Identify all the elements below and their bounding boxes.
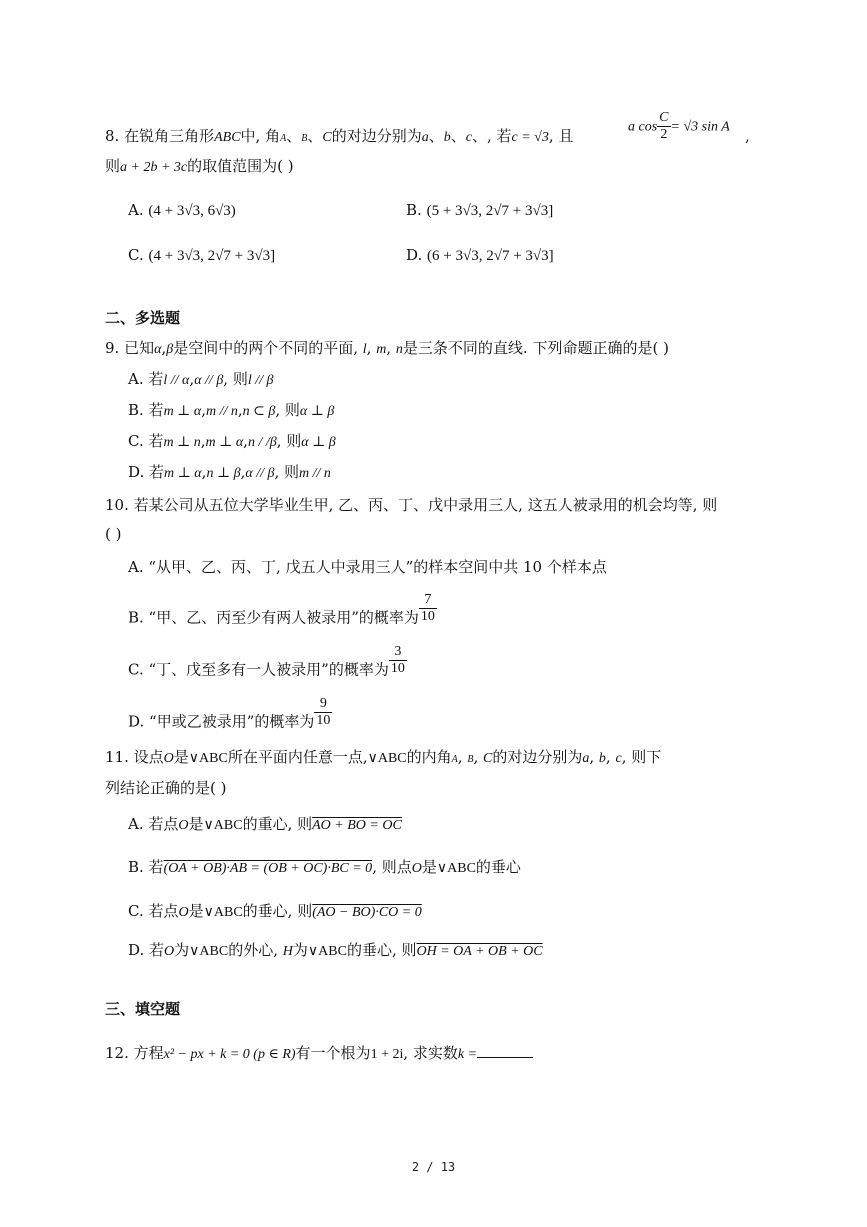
section-heading-fill-in: 三、填空题 [105, 1000, 181, 1018]
q9-text: 是空间中的两个不同的平面, [173, 339, 358, 357]
q8-text: 8. 在锐角三角形 [105, 127, 215, 145]
math-a: a [421, 130, 429, 145]
frac-num: 7 [419, 592, 437, 609]
sep: , 则 [223, 370, 248, 388]
math-vector-equation: OH = OA + OB + OC [416, 944, 543, 959]
option-label: A. 若 [128, 370, 164, 388]
sep: 、 [286, 127, 302, 145]
math: α // β [194, 373, 224, 388]
math-abc: ABC [214, 130, 241, 145]
option-text: B. 若 [128, 858, 164, 876]
option-value: (5 + 3√3, 2√7 + 3√3] [426, 203, 554, 219]
math: m ⊥ n [163, 435, 201, 450]
frac-den: 10 [420, 609, 435, 624]
option-label: A. [128, 201, 144, 219]
math-vector-equation: AO + BO = OC [312, 818, 402, 833]
sep: , [605, 748, 611, 766]
math: m ⊥ α [164, 466, 202, 481]
math: n ⊥ β [206, 466, 241, 481]
math-l: l [362, 342, 367, 357]
sep: , [161, 339, 167, 357]
q11-option-b[interactable] [128, 857, 521, 879]
q11-option-a[interactable] [128, 814, 402, 836]
option-text: 的垂心, 则 [346, 941, 417, 959]
math: α // β [245, 466, 275, 481]
math-expr: a + 2b + 3c [120, 160, 188, 175]
sep: , [200, 432, 206, 450]
frac-den: 10 [316, 713, 331, 728]
option-label: C. [128, 246, 144, 264]
math-triangle: ∨ABC [436, 861, 476, 876]
sep: , [201, 401, 206, 419]
math: α ⊥ β [301, 435, 336, 450]
math-triangle: ∨ABC [188, 751, 228, 766]
q8-text: 、, 若 [471, 127, 512, 145]
option-value: (6 + 3√3, 2√7 + 3√3] [427, 248, 554, 264]
sep: , [237, 401, 243, 419]
frac-num: 9 [314, 696, 332, 713]
math-A: A [280, 133, 287, 144]
q11-option-d[interactable] [128, 940, 543, 962]
frac-den: 2 [660, 127, 668, 142]
option-value: (4 + 3√3, 2√7 + 3√3] [148, 248, 276, 264]
math-C: C [322, 130, 332, 145]
frac-num: 3 [389, 644, 407, 661]
q12-text: 12. 方程 [105, 1044, 164, 1062]
q10-stem-paren: ( ) [105, 525, 122, 543]
option-text: 的垂心 [475, 858, 521, 876]
sep: , [386, 339, 392, 357]
math-m: m [376, 342, 387, 357]
math: n ⊂ β [242, 404, 276, 419]
math: m // n [299, 466, 331, 481]
math-triangle: ∨ABC [203, 905, 243, 920]
option-text: 是 [421, 858, 437, 876]
q8-text: 中, 角 [240, 127, 281, 145]
math-equation: x² − px + k = 0 (p ∈ R) [163, 1047, 296, 1062]
math: l // β [247, 373, 274, 388]
q9-option-d[interactable] [128, 462, 331, 484]
math-O: O [178, 818, 189, 833]
sep: 、 [307, 127, 323, 145]
math-O: O [163, 751, 174, 766]
fraction [389, 644, 407, 677]
sep: 、 [428, 127, 444, 145]
fraction [419, 592, 437, 625]
option-label: C. 若 [128, 432, 164, 450]
q9-option-a[interactable] [128, 369, 274, 391]
math-C: C [483, 751, 493, 766]
math: m ⊥ α [163, 404, 202, 419]
q8-option-b[interactable] [406, 200, 553, 221]
fraction-c-over-2 [657, 110, 670, 143]
math-sin: = √3 sin A [670, 119, 730, 135]
q11-text: , 则下 [621, 748, 662, 766]
q12-stem [105, 1043, 533, 1065]
sep: , [473, 748, 479, 766]
option-text: 是 [188, 902, 204, 920]
q10-option-b[interactable] [128, 592, 437, 627]
sep: , [243, 432, 248, 450]
math-a: a [582, 751, 590, 766]
math: n / /β [247, 435, 277, 450]
option-text: D. 若 [128, 941, 165, 959]
math-B: B [301, 133, 308, 144]
q9-option-b[interactable] [128, 400, 334, 422]
math-root: 1 + 2i [370, 1047, 404, 1062]
sep: 、 [450, 127, 466, 145]
section-heading-multiple-choice: 二、多选题 [105, 309, 181, 327]
option-label: B. [406, 201, 422, 219]
q11-text: 11. 设点 [105, 748, 164, 766]
sep: , 则 [275, 401, 300, 419]
q10-option-c[interactable] [128, 644, 407, 679]
option-text: A. 若点 [128, 815, 179, 833]
q9-stem [105, 338, 669, 360]
q12-text: , 求实数 [403, 1044, 458, 1062]
math-cos: a cos [628, 119, 658, 135]
page-number: 2 / 13 [411, 1160, 456, 1174]
fraction [314, 696, 332, 729]
q11-stem-line1 [105, 747, 661, 770]
option-text: C. “丁、戊至多有一人被录用”的概率为 [128, 660, 389, 679]
q11-text: 是 [173, 748, 189, 766]
q8-text: 的对边分别为 [331, 127, 422, 145]
q8-option-c[interactable] [128, 245, 275, 266]
math-B: B [467, 754, 474, 765]
math-condition-1: c = √3 [511, 130, 549, 145]
q8-comma: , [745, 127, 750, 145]
math-triangle: ∨ABC [307, 944, 347, 959]
math-k: k = [457, 1047, 478, 1062]
math: α ⊥ β [299, 404, 335, 419]
sep: , [201, 463, 207, 481]
q8-text: 则 [105, 157, 121, 175]
answer-blank[interactable] [477, 1043, 533, 1058]
q9-text: 是三条不同的直线. 下列命题正确的是( ) [402, 339, 669, 357]
q8-option-d[interactable] [406, 245, 554, 266]
math-n: n [395, 342, 403, 357]
math-c: c [465, 130, 472, 145]
frac-num: C [659, 110, 669, 125]
option-text: C. 若点 [128, 902, 179, 920]
q8-stem-line2 [105, 156, 294, 178]
q10-stem: 10. 若某公司从五位大学毕业生甲, 乙、丙、丁、戊中录用三人, 这五人被录用的机会均等, 则 [105, 496, 718, 514]
math-O: O [411, 861, 422, 876]
q11-text: 的内角 [406, 748, 452, 766]
q12-text: 有一个根为 [295, 1044, 371, 1062]
option-text: , 则点 [372, 858, 412, 876]
q11-option-c[interactable] [128, 901, 422, 923]
sep: , [189, 370, 195, 388]
sep: , [240, 463, 246, 481]
sep: , [366, 339, 372, 357]
q11-stem-line2: 列结论正确的是( ) [105, 779, 227, 797]
math-triangle: ∨ABC [367, 751, 407, 766]
option-text: 是 [188, 815, 204, 833]
q9-option-c[interactable] [128, 431, 336, 453]
math-vector-equation: (OA + OB)·AB = (OB + OC)·BC = 0 [163, 861, 373, 876]
math-O: O [178, 905, 189, 920]
q8-condition-2 [628, 110, 730, 143]
math-vector-equation: (AO − BO)·CO = 0 [312, 905, 422, 920]
frac-den: 10 [390, 661, 405, 676]
option-text: D. “甲或乙被录用”的概率为 [128, 712, 315, 731]
math-triangle: ∨ABC [203, 818, 243, 833]
option-text: B. “甲、乙、丙至少有两人被录用”的概率为 [128, 608, 419, 627]
q10-option-a[interactable]: A. “从甲、乙、丙、丁, 戊五人中录用三人”的样本空间中共 10 个样本点 [128, 558, 607, 576]
math: m // n [205, 404, 238, 419]
q8-text: , 且 [548, 127, 574, 145]
q8-option-a[interactable] [128, 200, 236, 221]
option-text: 的垂心, 则 [242, 902, 313, 920]
sep: , [589, 748, 595, 766]
math-triangle: ∨ABC [189, 944, 229, 959]
option-text: 的重心, 则 [242, 815, 313, 833]
option-label: D. [406, 246, 423, 264]
math-A: A [451, 754, 458, 765]
math: m ⊥ α [205, 435, 244, 450]
q9-text: 9. 已知 [105, 339, 155, 357]
sep: , [457, 748, 463, 766]
q8-text: 的取值范围为( ) [187, 157, 294, 175]
math-beta: β [166, 342, 174, 357]
math-O: O [164, 944, 175, 959]
option-text: 为 [174, 941, 190, 959]
sep: , 则 [276, 432, 302, 450]
math-b: b [443, 130, 451, 145]
math-b: b [598, 751, 606, 766]
q11-text: 所在平面内任意一点, [227, 748, 368, 766]
option-value: (4 + 3√3, 6√3) [148, 203, 236, 219]
option-text: 的外心, [228, 941, 278, 959]
option-label: D. 若 [128, 463, 165, 481]
math-H: H [282, 944, 293, 959]
sep: , 则 [274, 463, 300, 481]
math-c: c [615, 751, 622, 766]
math-alpha: α [154, 342, 162, 357]
q11-text: 的对边分别为 [492, 748, 583, 766]
q8-stem-line1 [105, 126, 573, 149]
option-text: 为 [292, 941, 308, 959]
q10-option-d[interactable] [128, 696, 332, 731]
option-label: B. 若 [128, 401, 164, 419]
math: l // α [163, 373, 190, 388]
